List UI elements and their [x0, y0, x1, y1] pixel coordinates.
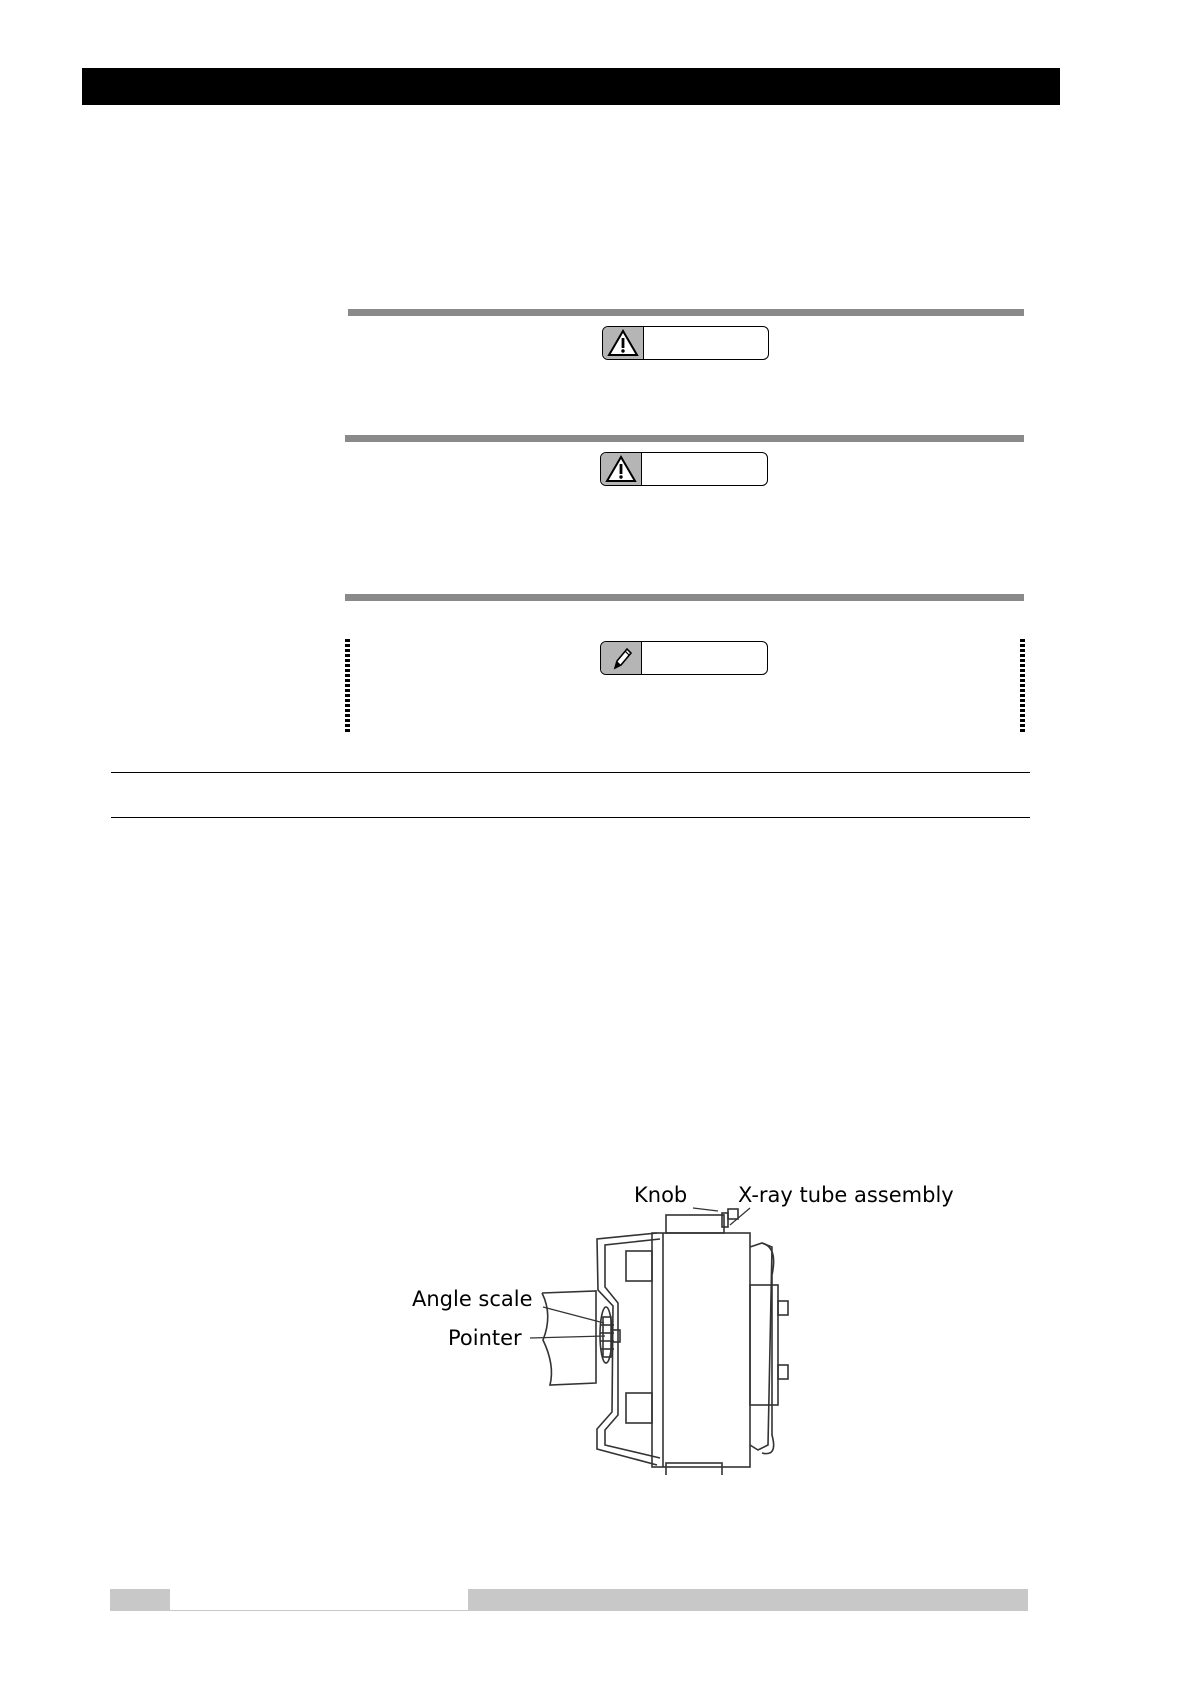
footer-underline [170, 1610, 468, 1611]
caution-icon-cell [601, 453, 642, 485]
footer-section-bar [468, 1589, 1028, 1611]
knob-label: Knob [634, 1183, 688, 1207]
warning-triangle-icon [607, 329, 639, 357]
pointer-label: Pointer [448, 1326, 522, 1350]
note-right-border [1020, 639, 1025, 733]
note-icon-cell [601, 642, 642, 674]
note-left-border [345, 639, 350, 733]
section-rule-bottom [111, 817, 1030, 818]
pencil-note-icon [605, 644, 637, 672]
footer-page-tab [110, 1589, 170, 1611]
page-header-bar [82, 68, 1060, 105]
tube-assembly-drawing [400, 1175, 1000, 1475]
warning-icon-cell [603, 327, 644, 359]
tube-assembly-figure [400, 1175, 1000, 1475]
caution-bottom-rule [345, 594, 1024, 601]
note-badge [600, 641, 768, 675]
angle-scale-label: Angle scale [412, 1287, 533, 1311]
warning-triangle-icon [605, 455, 637, 483]
caution-badge [600, 452, 768, 486]
warning-top-rule [348, 309, 1024, 316]
section-rule-top [111, 772, 1030, 773]
xray-tube-label: X-ray tube assembly [738, 1183, 954, 1207]
caution-top-rule [345, 435, 1024, 442]
warning-badge [602, 326, 769, 360]
